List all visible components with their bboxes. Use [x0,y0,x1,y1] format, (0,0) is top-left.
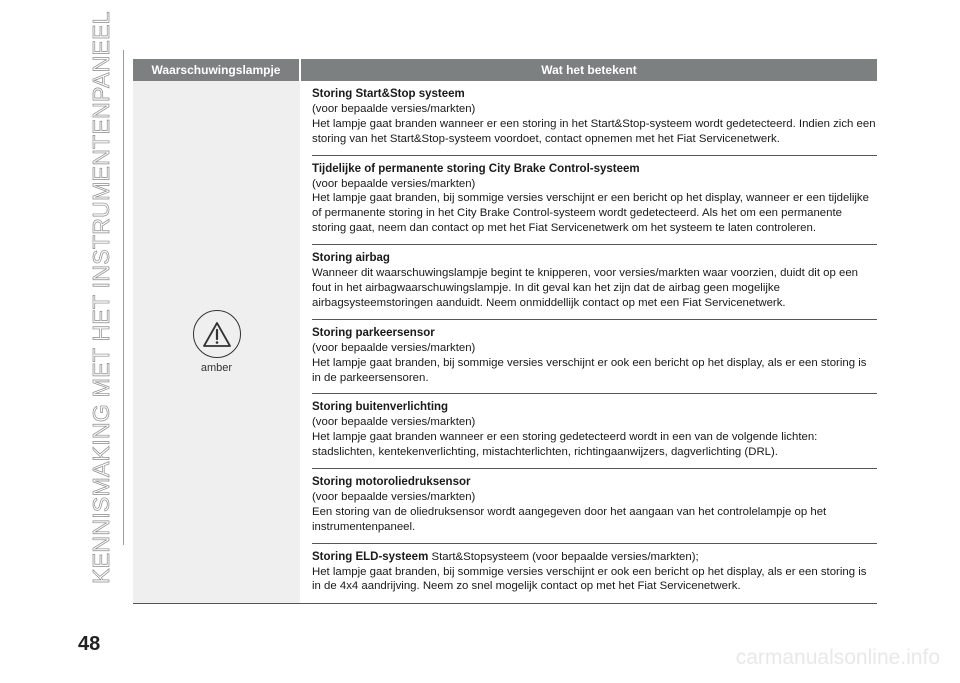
entry-title: Storing motoroliedruksensor [312,476,471,489]
entry-subtitle: (voor bepaalde versies/markten) [312,177,476,190]
table-row [133,81,877,604]
entry-body: Een storing van de oliedruksensor wordt aangegeven door het aangaan van het controlelampje op het instrumentenpaneel. [312,505,827,533]
entry-exterior-lights [312,394,877,469]
chapter-title-text: KENNISMAKING MET HET INSTRUMENTENPANEEL [87,11,114,584]
entry-title: Storing parkeersensor [312,326,435,339]
entry-eld-system [312,544,877,604]
page-number: 48 [78,633,101,655]
warning-triangle-icon [193,310,241,358]
entry-title: Storing ELD-systeem [312,550,429,563]
entry-title: Storing Start&Stop systeem [312,88,465,100]
entry-body: Het lampje gaat branden wanneer er een storing in het Start&Stop-systeem wordt gedetecteerd. Indien zich een storing van het Start&Stop-systeem voordoet, contact opnemen met het Fiat Servicenetwerk. [312,117,876,145]
entry-parking-sensor [312,320,877,395]
lamp-color-label: amber [200,362,233,375]
entry-city-brake [312,156,877,246]
meaning-cell [300,81,877,604]
warning-lamp-table [133,59,877,604]
chapter-side-title [81,11,121,584]
entry-title: Storing airbag [312,252,390,265]
entry-body: Wanneer dit waarschuwingslampje begint te knipperen, voor versies/markten waar voorzien, duidt dit op een fout in het airbagwaarschuwingslampje. In dit geval kan het zijn dat de airbag geen mogelijke airbagsysteemstoringen aanduidt. Neem onmiddellijk contact op met een Fiat Servicenetwerk. [312,267,858,309]
entry-subtitle: (voor bepaalde versies/markten) [312,341,476,354]
entry-subtitle: (voor bepaalde versies/markten) [312,490,476,503]
entry-start-stop [312,81,877,156]
entry-body: Het lampje gaat branden, bij sommige versies verschijnt er ook een bericht op het display, als er een storing is in de parkeersensoren. [312,356,867,384]
header-warning-lamp: Waarschuwingslampje [133,59,300,81]
entry-subtitle: (voor bepaalde versies/markten) [312,102,476,115]
entry-body: Het lampje gaat branden wanneer er een storing gedetecteerd wordt in een van de volgende lichten: stadslichten, kentekenverlichting, mistachterlichten, richtingaanwijzers, dagverlichting (DRL). [312,431,818,459]
header-meaning: Wat het betekent [300,59,877,81]
lamp-cell [133,81,300,604]
watermark: carmanualsonline.info [735,646,940,669]
entry-body: Het lampje gaat branden, bij sommige versies verschijnt er een bericht op het display, wanneer er een tijdelijke of permanente storing in het City Brake Control-systeem wordt gedetecteerd. Als het om een permanente storing gaat, neem dan contact op met het Fiat Servicenetwerk om het systeem te laten controleren. [312,192,869,235]
entry-subtitle: (voor bepaalde versies/markten) [312,416,476,429]
entry-title: Tijdelijke of permanente storing City Brake Control-systeem [312,162,640,175]
entry-title: Storing buitenverlichting [312,401,449,414]
entry-inline-note: Start&Stopsysteem (voor bepaalde versies/markten); [431,550,699,563]
entry-airbag [312,245,877,320]
entry-body: Het lampje gaat branden, bij sommige versies verschijnt er ook een bericht op het display, als er een storing is in de 4x4 aandrijving. Neem zo snel mogelijk contact op met het Fiat Servicenetwerk. [312,565,867,593]
entry-oil-pressure-sensor [312,469,877,544]
chapter-divider-line [123,50,124,545]
lamp-icon-group [193,310,241,374]
table-header-row [133,59,877,81]
